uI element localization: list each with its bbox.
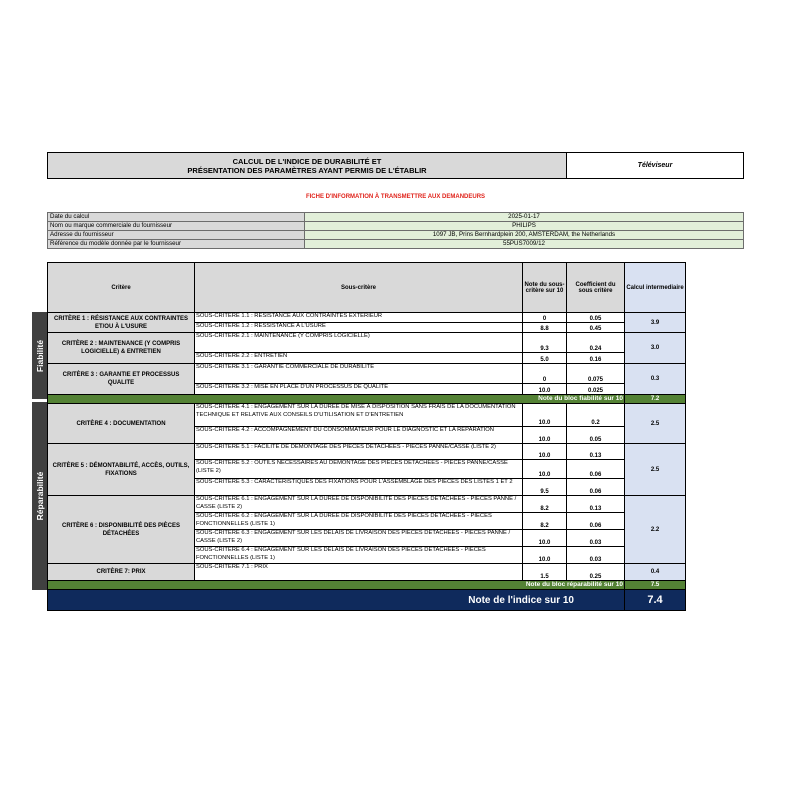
product-type: Téléviseur xyxy=(637,162,673,169)
critere-name: CRITÈRE 6 : DISPONIBILITÉ DES PIÈCES DÉTACHÉES xyxy=(48,496,195,564)
info-row xyxy=(48,222,744,231)
sous-critere-note: 10.0 xyxy=(523,427,567,444)
header-coef: Coefficient du sous critère xyxy=(567,263,625,313)
sous-critere-label: SOUS-CRITÈRE 3.1 : GARANTIE COMMERCIALE DE DURABILITÉ xyxy=(195,364,523,384)
sous-critere-coef: 0.06 xyxy=(567,460,625,479)
sous-critere-label: SOUS-CRITÈRE 4.1 : ENGAGEMENT SUR LA DURÉE DE MISE À DISPOSITION SANS FRAIS DE LA DOCUMENTATION TECHNIQUE ET RELATIVE AUX CONSEILS D'UTILISATION ET D'ENTRETIEN xyxy=(195,404,523,427)
table-row xyxy=(48,333,686,353)
side-label-reparabilite-text: Réparabilité xyxy=(34,471,45,521)
header-calcul: Calcul intermediaire xyxy=(625,263,686,313)
sous-critere-coef: 0.05 xyxy=(567,313,625,323)
info-value: PHILIPS xyxy=(305,222,744,231)
calcul-intermediaire: 2.5 xyxy=(625,444,686,496)
sous-critere-label: SOUS-CRITÈRE 5.2 : OUTILS NÉCESSAIRES AU DÉMONTAGE DES PIÈCES DÉTACHÉES - PIÈCES PANNE/CASSE (LISTE 2) xyxy=(195,460,523,479)
side-label-fiabilite-text: Fiabilité xyxy=(34,339,45,372)
block-total-row xyxy=(48,395,686,404)
sous-critere-note: 8.2 xyxy=(523,513,567,530)
table-row xyxy=(48,364,686,384)
sous-critere-coef: 0.03 xyxy=(567,547,625,564)
sous-critere-label: SOUS-CRITÈRE 5.1 : FACILITÉ DE DÉMONTAGE DES PIÈCES DÉTACHÉES - PIÈCES PANNE/CASSE (LISTE 2) xyxy=(195,444,523,460)
sous-critere-label: SOUS-CRITÈRE 7.1 : PRIX xyxy=(195,564,523,581)
calcul-intermediaire: 0.3 xyxy=(625,364,686,395)
info-label: Date du calcul xyxy=(48,213,305,222)
table-header-row xyxy=(48,263,686,313)
title-line-1: CALCUL DE L'INDICE DE DURABILITÉ ET xyxy=(232,156,382,166)
sous-critere-coef: 0.45 xyxy=(567,323,625,333)
sous-critere-coef: 0.05 xyxy=(567,427,625,444)
sous-critere-coef: 0.25 xyxy=(567,564,625,581)
sous-critere-coef: 0.06 xyxy=(567,479,625,496)
calcul-intermediaire: 2.5 xyxy=(625,404,686,444)
calcul-intermediaire: 3.0 xyxy=(625,333,686,364)
sous-critere-coef: 0.13 xyxy=(567,444,625,460)
final-score-value: 7.4 xyxy=(625,590,686,611)
sous-critere-label: SOUS-CRITÈRE 6.2 : ENGAGEMENT SUR LA DURÉE DE DISPONIBILITÉ DES PIÈCES DÉTACHÉES - PIÈCES FONCTIONNELLES (LISTE 1) xyxy=(195,513,523,530)
table-row xyxy=(48,444,686,460)
sous-critere-note: 0 xyxy=(523,313,567,323)
block-total-value: 7.2 xyxy=(625,395,686,404)
header-sous-critere: Sous-critère xyxy=(195,263,523,313)
sous-critere-label: SOUS-CRITÈRE 5.3 : CARACTÉRISTIQUES DES FIXATIONS POUR L'ASSEMBLAGE DES PIÈCES DES LISTES 1 ET 2 xyxy=(195,479,523,496)
sous-critere-label: SOUS-CRITÈRE 6.4 : ENGAGEMENT SUR LES DÉLAIS DE LIVRAISON DES PIÈCES DÉTACHÉES - PIÈCES FONCTIONNELLES (LISTE 1) xyxy=(195,547,523,564)
supplier-info-table xyxy=(47,212,744,249)
critere-name: CRITÈRE 5 : DÉMONTABILITÉ, ACCÈS, OUTILS, FIXATIONS xyxy=(48,444,195,496)
sous-critere-note: 8.2 xyxy=(523,496,567,513)
block-total-row xyxy=(48,581,686,590)
durability-index-table xyxy=(47,262,686,611)
sous-critere-coef: 0.2 xyxy=(567,404,625,427)
calcul-intermediaire: 0.4 xyxy=(625,564,686,581)
sous-critere-label: SOUS-CRITÈRE 2.2 : ENTRETIEN xyxy=(195,353,523,364)
sous-critere-label: SOUS-CRITÈRE 6.3 : ENGAGEMENT SUR LES DÉLAIS DE LIVRAISON DES PIÈCES DÉTACHÉES - PIÈCES PANNE / CASSE (LISTE 2) xyxy=(195,530,523,547)
sous-critere-note: 10.0 xyxy=(523,530,567,547)
info-row xyxy=(48,240,744,249)
sous-critere-note: 10.0 xyxy=(523,404,567,427)
sous-critere-coef: 0.13 xyxy=(567,496,625,513)
sous-critere-coef: 0.025 xyxy=(567,384,625,395)
sous-critere-label: SOUS-CRITÈRE 3.2 : MISE EN PLACE D'UN PROCESSUS DE QUALITE xyxy=(195,384,523,395)
table-row xyxy=(48,564,686,581)
sous-critere-coef: 0.24 xyxy=(567,333,625,353)
sous-critere-note: 9.3 xyxy=(523,333,567,353)
sous-critere-note: 9.5 xyxy=(523,479,567,496)
fiche-title: FICHE D'INFORMATION À TRANSMETTRE AUX DEMANDEURS xyxy=(305,194,486,200)
sous-critere-note: 10.0 xyxy=(523,460,567,479)
info-row xyxy=(48,231,744,240)
sous-critere-note: 1.5 xyxy=(523,564,567,581)
sous-critere-label: SOUS-CRITÈRE 2.1 : MAINTENANCE (Y COMPRIS LOGICIELLE) xyxy=(195,333,523,353)
critere-name: CRITÈRE 4 : DOCUMENTATION xyxy=(48,404,195,444)
sous-critere-note: 10.0 xyxy=(523,444,567,460)
sous-critere-label: SOUS-CRITÈRE 1.1 : RÉSISTANCE AUX CONTRAINTES EXTERIEUR xyxy=(195,313,523,323)
sous-critere-note: 0 xyxy=(523,364,567,384)
critere-name: CRITÈRE 1 : RÉSISTANCE AUX CONTRAINTES ET/OU À L'USURE xyxy=(48,313,195,333)
table-row xyxy=(48,496,686,513)
final-score-label: Note de l'indice sur 10 xyxy=(48,590,625,611)
critere-name: CRITÈRE 3 : GARANTIE ET PROCESSUS QUALITE xyxy=(48,364,195,395)
block-total-label: Note du bloc réparabilité sur 10 xyxy=(48,581,625,590)
info-value: 1097 JB, Prins Bernhardplein 200, AMSTERDAM, the Netherlands xyxy=(305,231,744,240)
sous-critere-note: 10.0 xyxy=(523,384,567,395)
info-value: 2025-01-17 xyxy=(305,213,744,222)
table-row xyxy=(48,313,686,323)
document-title xyxy=(48,153,567,178)
header-note: Note du sous-critère sur 10 xyxy=(523,263,567,313)
header-critere: Critère xyxy=(48,263,195,313)
block-total-value: 7.5 xyxy=(625,581,686,590)
sous-critere-coef: 0.03 xyxy=(567,530,625,547)
info-label: Référence du modèle donnée par le fournisseur xyxy=(48,240,305,249)
sous-critere-label: SOUS-CRITÈRE 6.1 : ENGAGEMENT SUR LA DURÉE DE DISPONIBILITÉ DES PIÈCES DÉTACHÉES - PIÈCES PANNE / CASSE (LISTE 2) xyxy=(195,496,523,513)
block-total-label: Note du bloc fiabilité sur 10 xyxy=(48,395,625,404)
calcul-intermediaire: 3.9 xyxy=(625,313,686,333)
sous-critere-coef: 0.06 xyxy=(567,513,625,530)
side-label-fiabilite xyxy=(32,312,47,399)
sous-critere-note: 10.0 xyxy=(523,547,567,564)
sous-critere-note: 8.8 xyxy=(523,323,567,333)
calcul-intermediaire: 2.2 xyxy=(625,496,686,564)
info-label: Adresse du fournisseur xyxy=(48,231,305,240)
side-label-reparabilite xyxy=(32,402,47,590)
final-score-row xyxy=(48,590,686,611)
document-header xyxy=(47,152,744,179)
sous-critere-note: 5.0 xyxy=(523,353,567,364)
table-row xyxy=(48,404,686,427)
sous-critere-coef: 0.16 xyxy=(567,353,625,364)
sous-critere-label: SOUS-CRITÈRE 1.2 : RESSISTANCE A L'USURE xyxy=(195,323,523,333)
info-value: 55PUS7009/12 xyxy=(305,240,744,249)
info-label: Nom ou marque commerciale du fournisseur xyxy=(48,222,305,231)
info-row xyxy=(48,213,744,222)
sous-critere-label: SOUS-CRITÈRE 4.2 : ACCOMPAGNEMENT DU CONSOMMATEUR POUR LE DIAGNOSTIC ET LA RÉPARATION xyxy=(195,427,523,444)
critere-name: CRITÈRE 7: PRIX xyxy=(48,564,195,581)
critere-name: CRITÈRE 2 : MAINTENANCE (Y COMPRIS LOGICIELLE) & ENTRETIEN xyxy=(48,333,195,364)
sous-critere-coef: 0.075 xyxy=(567,364,625,384)
title-line-2: PRÉSENTATION DES PARAMÈTRES AYANT PERMIS DE L'ÉTABLIR xyxy=(187,165,427,175)
